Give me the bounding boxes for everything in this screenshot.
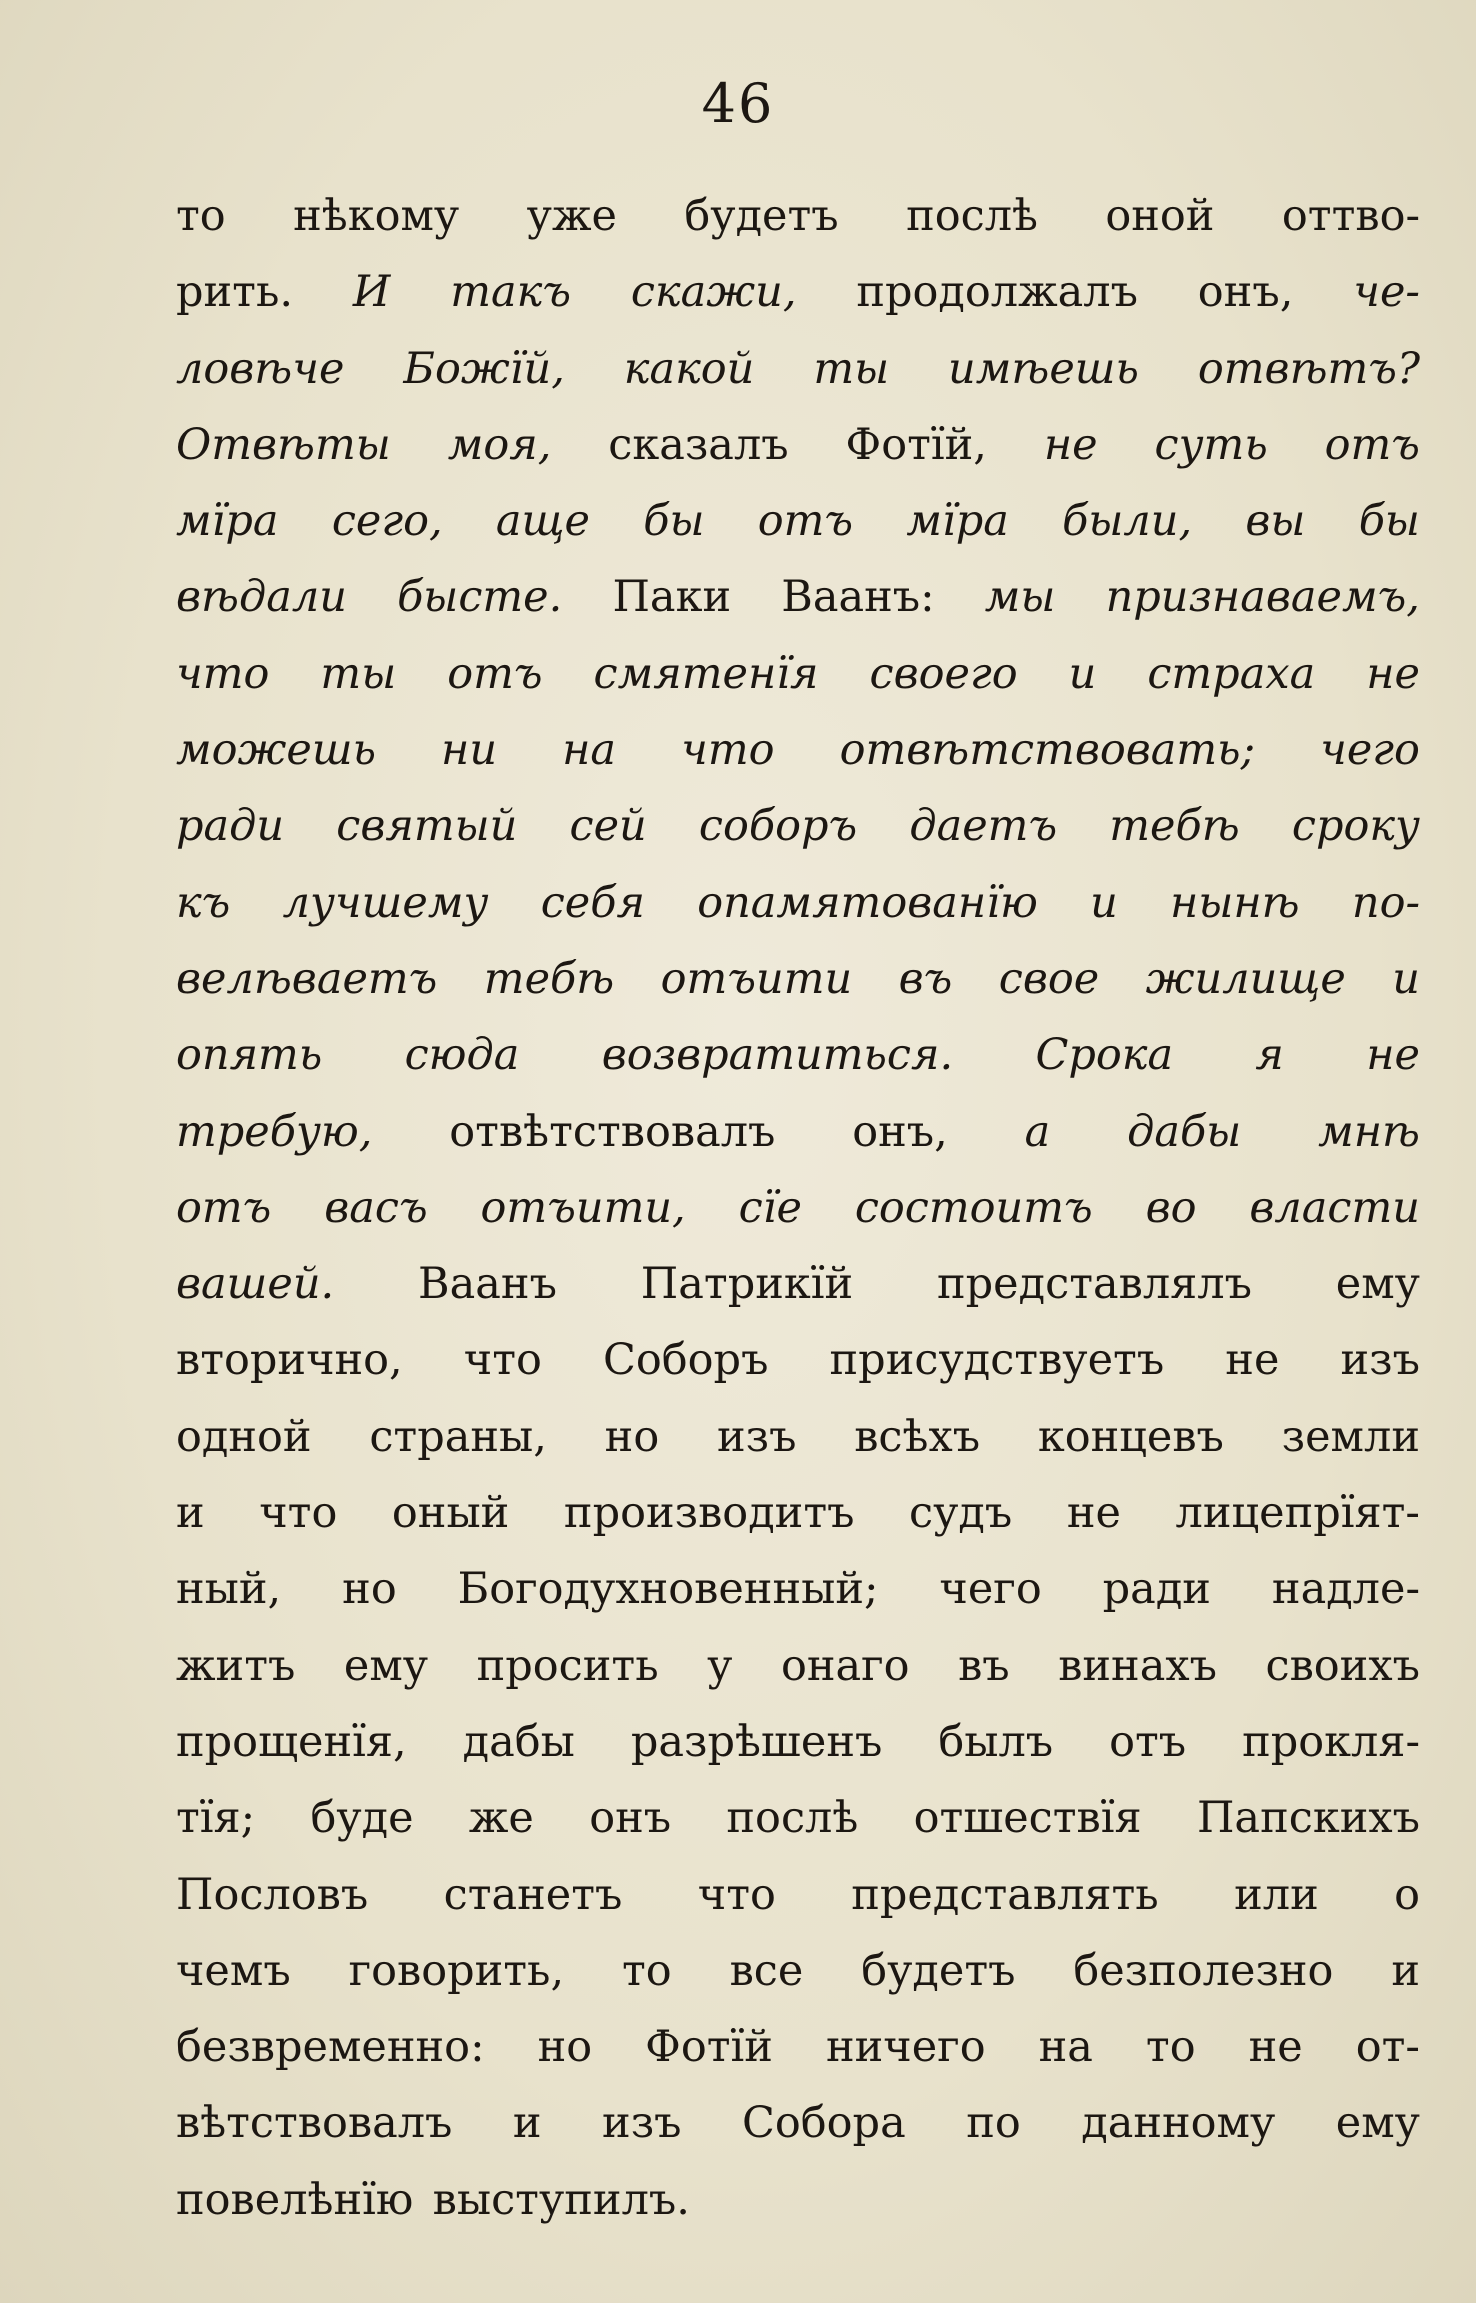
italic-word: сего, [331,496,443,547]
text-line [176,941,1420,1017]
italic-word: вѣдали [176,572,347,623]
word: лицепрїят- [1175,1488,1420,1539]
italic-word: соборъ [698,801,858,852]
word: то [622,1945,672,1996]
word: безвременно: [176,2022,485,2073]
word: судъ [909,1488,1013,1539]
italic-word: нынѣ [1170,877,1300,928]
word: будетъ [861,1945,1016,1996]
word: нѣкому [293,191,460,241]
italic-word: святый [336,801,518,852]
italic-word: чего [1320,725,1420,776]
word: о [1394,1869,1420,1920]
word: же [468,1793,534,1844]
word: по [966,2098,1021,2149]
word: отвѣтствовалъ [449,1106,776,1157]
text-line [176,1246,1420,1322]
word: ничего [825,2022,986,2073]
italic-word: отъ [1324,419,1420,470]
italic-word: лучшему [282,877,489,928]
word: и [176,1488,205,1539]
word: сказалъ [608,419,789,470]
italic-word: состоитъ [854,1182,1093,1233]
italic-word: какой [623,343,755,394]
word: концевъ [1037,1411,1224,1462]
word: уже [526,191,617,241]
word: оной [1105,191,1215,241]
word: житъ [176,1640,296,1691]
text-line [176,1857,1420,1933]
word: всѣхъ [854,1411,981,1462]
word: безполезно [1073,1945,1334,1996]
italic-word: отвѣтъ? [1197,343,1420,394]
word: онъ [589,1793,672,1844]
word: разрѣшенъ [630,1716,883,1767]
word: былъ [938,1716,1054,1767]
italic-word: по- [1351,877,1420,928]
italic-word: мы [984,572,1056,623]
text-line [176,1094,1420,1170]
word: онъ, [1197,267,1294,318]
text-line [176,1780,1420,1856]
italic-word: были, [1062,496,1193,547]
word: не [1248,2022,1303,2073]
word: чего [939,1564,1042,1615]
word: чемъ [176,1945,291,1996]
italic-word: и [1090,877,1118,928]
italic-word: отъити [660,953,853,1004]
word: страны, [369,1411,547,1462]
word: Папскихъ [1196,1793,1420,1844]
italic-word: что [681,725,775,776]
word: продолжалъ [856,267,1138,318]
word: винахъ [1058,1640,1217,1691]
word: онъ, [852,1106,948,1157]
italic-word: васъ [324,1182,428,1233]
italic-word: жилище [1145,953,1346,1004]
word: что [697,1869,776,1920]
italic-word: моя, [447,419,552,470]
word: одной [176,1411,312,1462]
word: и [1391,1945,1420,1996]
word: и [512,2098,542,2149]
word: Соборъ [602,1335,769,1386]
body-text [176,178,1420,2238]
italic-word: сроку [1291,801,1420,852]
italic-word: можешь [176,725,377,776]
italic-word: бы [643,496,705,547]
word: послѣ [906,191,1038,241]
word: онаго [780,1640,910,1691]
text-line [176,1475,1420,1551]
word: просить [476,1640,659,1691]
word: что [463,1335,542,1386]
italic-word: Отвѣты [176,419,391,470]
word: но [604,1411,660,1462]
word: ему [1335,1259,1420,1310]
word: послѣ [726,1793,859,1844]
text-line [176,2162,1420,2238]
word: говорить, [348,1945,565,1996]
text-line [176,712,1420,788]
italic-word: и [1068,648,1097,699]
word: то [176,191,226,241]
text-line [176,865,1420,941]
italic-word: возвратиться. [601,1030,954,1081]
italic-word: свое [998,953,1100,1004]
word: земли [1281,1411,1420,1462]
italic-word: велѣваетъ [176,953,438,1004]
word: изъ [1340,1335,1420,1386]
italic-word: мїра [176,496,279,547]
word: что [259,1488,338,1539]
italic-word: къ [176,877,231,928]
word: производитъ [563,1488,855,1539]
word: представлять [851,1869,1159,1920]
italic-word: Срока [1035,1030,1174,1081]
word: на [1038,2022,1093,2073]
italic-word: ты [813,343,890,394]
word: Пословъ [176,1869,369,1920]
text-line [176,178,1420,254]
italic-word: сїе [738,1182,802,1233]
word: оттво- [1281,191,1420,241]
italic-word: дабы [1127,1106,1242,1157]
italic-word: че- [1353,267,1420,318]
italic-word: не [1366,1030,1420,1081]
word: у [707,1640,733,1691]
italic-word: вы [1245,496,1306,547]
italic-word: не [1043,419,1098,470]
text-line [176,636,1420,712]
italic-word: бысте. [397,572,563,623]
italic-word: ради [176,801,285,852]
italic-word: мїра [906,496,1009,547]
word: надле- [1271,1564,1420,1615]
word: от- [1355,2022,1420,2073]
word: прощенїя, [176,1716,407,1767]
text-line [176,1704,1420,1780]
word: присудствуетъ [829,1335,1165,1386]
word: будетъ [684,191,839,241]
italic-word: себя [540,877,645,928]
italic-word: что [176,648,270,699]
word: данному [1081,2098,1276,2149]
word: но [537,2022,593,2073]
word: или [1234,1869,1319,1920]
word: Ваанъ: [781,572,935,623]
text-line [176,788,1420,864]
word: Богодухновенный; [457,1564,879,1615]
italic-word: отъ [176,1182,272,1233]
italic-word: имѣешь [948,343,1139,394]
text-line [176,1170,1420,1246]
word: Фотїй [645,2022,773,2073]
word: ради [1102,1564,1211,1615]
word: Паки [612,572,732,623]
italic-word: мнѣ [1318,1106,1420,1157]
word: дабы [462,1716,575,1767]
text-line [176,2009,1420,2085]
italic-word: опять [176,1030,323,1081]
text-line [176,407,1420,483]
word: все [729,1945,804,1996]
word: вторично, [176,1335,403,1386]
word: тїя; [176,1793,256,1844]
italic-word: ни [441,725,498,776]
italic-word: страха [1147,648,1316,699]
word: Фотїй, [845,419,987,470]
italic-word: во [1145,1182,1197,1233]
italic-word: отвѣтствовать; [839,725,1256,776]
italic-word: отъити, [480,1182,686,1233]
italic-word: отъ [757,496,854,547]
page-number: 46 [701,72,775,135]
italic-word: ты [320,648,397,699]
text-line [176,1399,1420,1475]
word: Патрикїй [640,1259,854,1310]
text-line [176,1551,1420,1627]
text-line [176,1322,1420,1398]
word: прокля- [1242,1716,1420,1767]
italic-word: въ [898,953,953,1004]
word: не [1225,1335,1280,1386]
word: ный, [176,1564,282,1615]
italic-word: такъ [450,267,571,318]
italic-word: власти [1249,1182,1420,1233]
word: выступилъ. [432,2174,690,2225]
text-line [176,1628,1420,1704]
word: Ваанъ [418,1259,557,1310]
word: буде [310,1793,414,1844]
italic-word: Божїй, [403,343,565,394]
word: изъ [602,2098,682,2149]
text-line [176,483,1420,559]
italic-word: признаваемъ, [1105,572,1420,623]
text-line [176,559,1420,635]
italic-word: отъ [447,648,543,699]
word: не [1066,1488,1121,1539]
italic-word: сей [569,801,647,852]
italic-word: опамятованїю [697,877,1038,928]
text-line [176,2085,1420,2161]
italic-word: сюда [404,1030,520,1081]
word: то [1145,2022,1196,2073]
italic-word: скажи, [630,267,797,318]
italic-word: вашей. [176,1259,335,1310]
word: станетъ [443,1869,623,1920]
text-line [176,254,1420,330]
italic-word: бы [1358,496,1420,547]
word: рить. [176,267,294,318]
word: ему [1335,2098,1420,2149]
italic-word: И [352,267,391,318]
italic-word: тебѣ [1109,801,1240,852]
word: въ [958,1640,1010,1691]
italic-word: смятенїя [593,648,819,699]
word: представлялъ [937,1259,1252,1310]
word: отъ [1109,1716,1187,1767]
word: ему [343,1640,429,1691]
italic-word: тебѣ [483,953,615,1004]
text-line [176,1933,1420,2009]
text-line [176,1017,1420,1093]
word: изъ [716,1411,797,1462]
italic-word: я [1255,1030,1284,1081]
word: отшествїя [913,1793,1142,1844]
italic-word: не [1366,648,1420,699]
italic-word: а [1024,1106,1051,1157]
italic-word: ловѣче [176,343,345,394]
word: оный [391,1488,510,1539]
italic-word: на [562,725,617,776]
word: повелѣнїю [176,2174,414,2225]
text-line [176,331,1420,407]
italic-word: своего [869,648,1018,699]
italic-word: даетъ [909,801,1058,852]
italic-word: суть [1154,419,1268,470]
italic-word: аще [495,496,591,547]
word: Собора [741,2098,906,2149]
italic-word: и [1392,953,1420,1004]
word: но [342,1564,397,1615]
italic-word: требую, [176,1106,373,1157]
word: вѣтствовалъ [176,2098,453,2149]
word: своихъ [1265,1640,1420,1691]
